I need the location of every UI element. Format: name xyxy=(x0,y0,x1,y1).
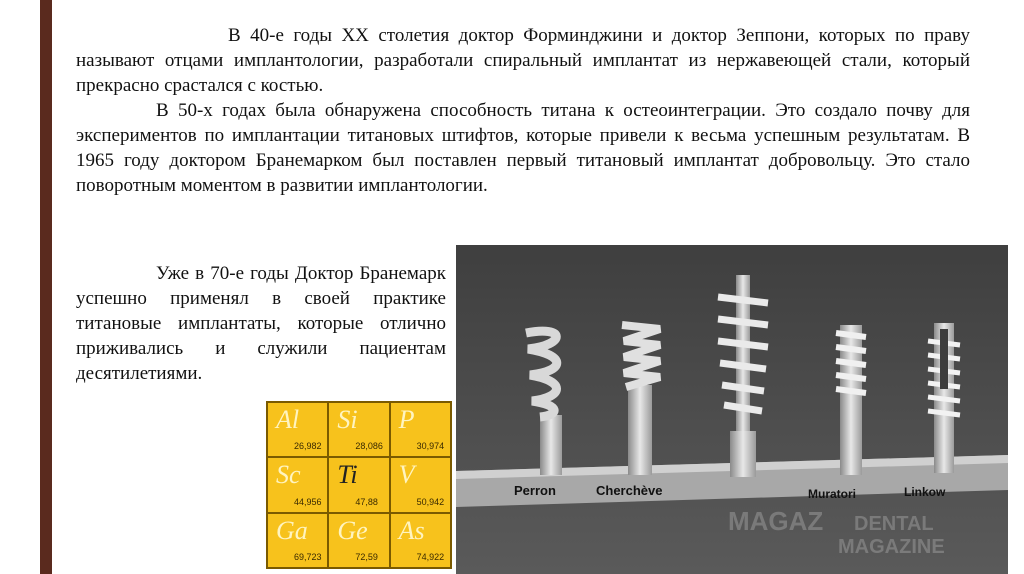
element-weight: 44,956 xyxy=(294,496,322,507)
element-cell-si xyxy=(329,403,388,456)
element-symbol: P xyxy=(398,405,415,434)
element-cell-sc xyxy=(268,458,327,511)
element-cell-ga xyxy=(268,514,327,567)
implants-photo xyxy=(456,245,1008,574)
watermark-magazine: MAGAZINE xyxy=(838,536,945,558)
label-perron: Perron xyxy=(514,483,556,498)
watermark-magaz: MAGAZ xyxy=(728,506,824,536)
element-cell-al xyxy=(268,403,327,456)
element-symbol: As xyxy=(398,515,425,545)
side-accent-bar xyxy=(40,0,52,574)
element-cell-as xyxy=(391,514,450,567)
element-weight: 47,88 xyxy=(355,496,378,507)
element-cell-v xyxy=(391,458,450,511)
implant-muratori xyxy=(836,325,866,475)
element-symbol: Al xyxy=(276,405,300,434)
paragraph-1: В 40-е годы XX столетия доктор Форминджини и доктор Зеппони, которых по праву называют отцами имплантологии, разработали спиральный имплантат из нержавеющей стали, который прекрасно срастался с костью. xyxy=(76,25,970,96)
element-weight: 26,982 xyxy=(294,441,322,452)
text-top-block xyxy=(76,23,970,198)
element-cell-p xyxy=(391,403,450,456)
element-weight: 28,086 xyxy=(355,441,383,452)
element-symbol: Ge xyxy=(337,515,368,545)
text-left-block xyxy=(76,261,446,386)
paragraph-2: В 50-х годах была обнаружена способность титана к остеоинтеграции. Это создало почву для экспериментов по имплантации титановых штифтов, которые привели к весьма успешным результатам. В 1965 году доктором Бранемарком был поставлен первый титановый имплантат добровольцу. Это стало поворотным моментом в развитии имплантологии. xyxy=(76,100,970,196)
implants-illustration xyxy=(456,245,1008,574)
element-weight: 69,723 xyxy=(294,552,322,562)
label-muratori: Muratori xyxy=(808,487,856,501)
element-weight: 50,942 xyxy=(416,496,445,507)
element-weight: 74,922 xyxy=(416,552,445,562)
periodic-table-fragment xyxy=(266,401,452,569)
element-weight: 72,59 xyxy=(355,552,378,562)
element-cell-ge xyxy=(329,514,388,567)
element-symbol: Ga xyxy=(276,515,308,545)
element-cell-ti xyxy=(329,458,388,511)
watermark-dental: DENTAL xyxy=(854,513,934,535)
element-weight: 30,974 xyxy=(416,441,445,452)
label-chercheve: Cherchève xyxy=(596,483,663,498)
element-symbol: V xyxy=(398,460,415,490)
element-symbol: Si xyxy=(337,405,358,434)
paragraph-3: Уже в 70-е годы Доктор Бранемарк успешно применял в своей практике титановые имплантаты, которые отлично приживались и служили пациентам десятилетиями. xyxy=(76,263,446,384)
element-symbol: Ti xyxy=(337,460,358,490)
label-linkow: Linkow xyxy=(904,485,946,499)
element-symbol: Sc xyxy=(276,460,301,490)
